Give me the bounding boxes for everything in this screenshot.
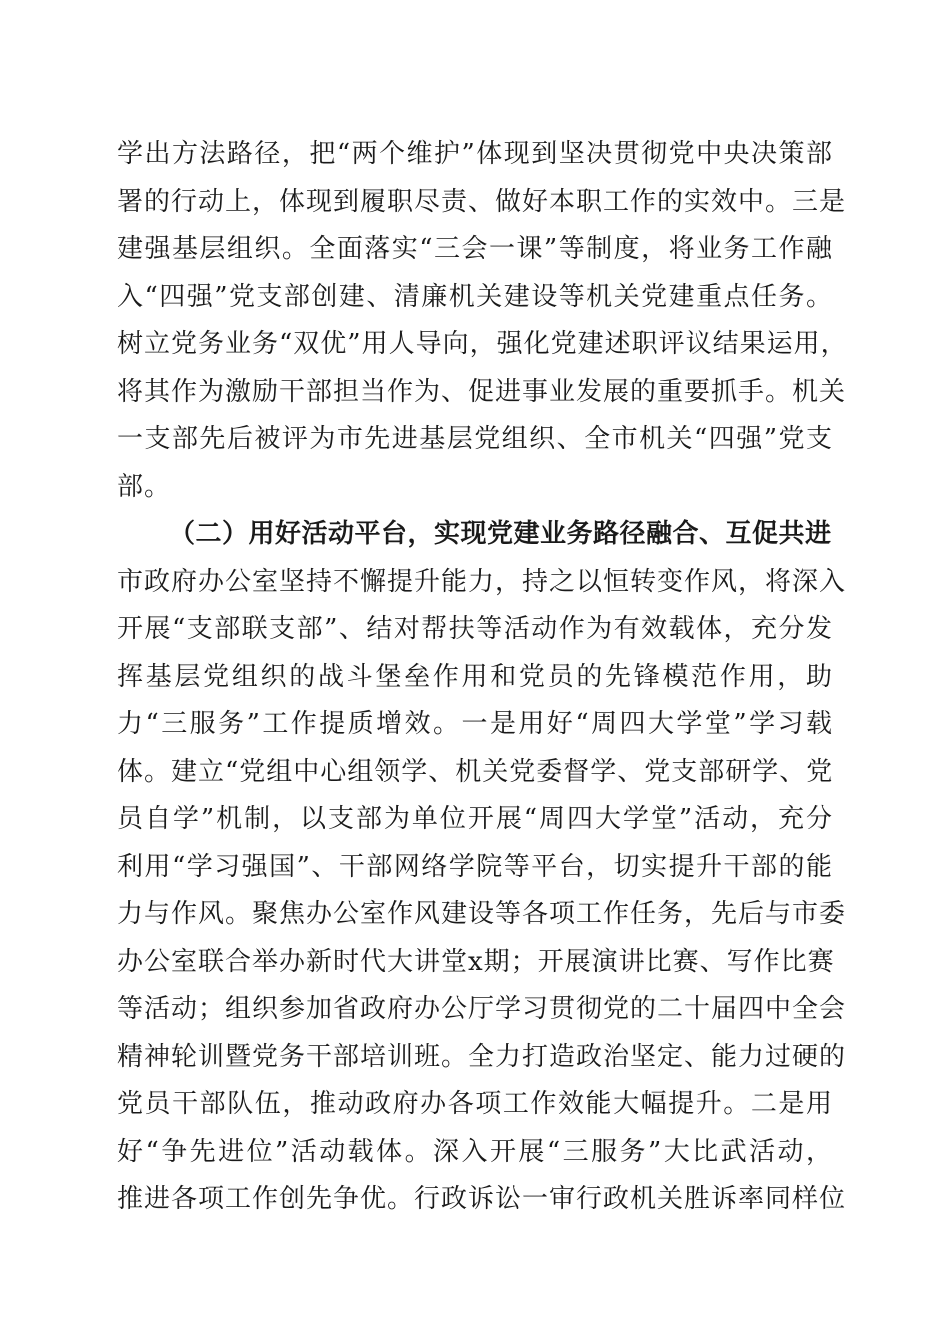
text-line: 学出方法路径，把“两个维护”体现到坚决贯彻党中央决策部 bbox=[117, 139, 833, 169]
text-line: 署的行动上，体现到履职尽责、做好本职工作的实效中。三是 bbox=[117, 186, 847, 217]
text-line: 市政府办公室坚持不懈提升能力，持之以恒转变作风，将深入 bbox=[117, 566, 847, 597]
text-line: 树立党务业务“双优”用人导向，强化党建述职评议结果运用， bbox=[117, 329, 848, 359]
text-line: 办公室联合举办新时代大讲堂x期；开展演讲比赛、写作比赛 bbox=[117, 946, 835, 977]
text-line: 党员干部队伍，推动政府办各项工作效能大幅提升。二是用 bbox=[117, 1089, 833, 1119]
text-line: 等活动；组织参加省政府办公厅学习贯彻党的二十届四中全会 bbox=[117, 994, 847, 1024]
text-line: 力“三服务”工作提质增效。一是用好“周四大学堂”学习载 bbox=[117, 709, 833, 739]
document-body bbox=[117, 131, 848, 1224]
text-line: 一支部先后被评为市先进基层党组织、全市机关“四强”党支 bbox=[117, 424, 833, 454]
text-line: 建强基层组织。全面落实“三会一课”等制度，将业务工作融 bbox=[117, 234, 833, 264]
text-line: 部。 bbox=[117, 471, 172, 502]
text-line: 体。建立“党组中心组领学、机关党委督学、党支部研学、党 bbox=[117, 756, 834, 787]
text-line: 将其作为激励干部担当作为、促进事业发展的重要抓手。机关 bbox=[117, 376, 847, 407]
text-line: 入“四强”党支部创建、清廉机关建设等机关党建重点任务。 bbox=[117, 281, 833, 312]
text-line: 利用“学习强国”、干部网络学院等平台，切实提升干部的能 bbox=[117, 851, 833, 882]
text-line: 精神轮训暨党务干部培训班。全力打造政治坚定、能力过硬的 bbox=[117, 1041, 847, 1072]
text-line: 推进各项工作创先争优。行政诉讼一审行政机关胜诉率同样位 bbox=[117, 1184, 847, 1214]
section-heading: （二）用好活动平台，实现党建业务路径融合、互促共进 bbox=[169, 519, 832, 549]
text-line: 员自学”机制，以支部为单位开展“周四大学堂”活动，充分 bbox=[117, 804, 833, 834]
text-line: 好“争先进位”活动载体。深入开展“三服务”大比武活动， bbox=[117, 1136, 833, 1167]
text-line: 开展“支部联支部”、结对帮扶等活动作为有效载体，充分发 bbox=[117, 614, 833, 644]
text-line: 挥基层党组织的战斗堡垒作用和党员的先锋模范作用，助 bbox=[117, 661, 833, 692]
text-line: 力与作风。聚焦办公室作风建设等各项工作任务，先后与市委 bbox=[117, 899, 847, 929]
